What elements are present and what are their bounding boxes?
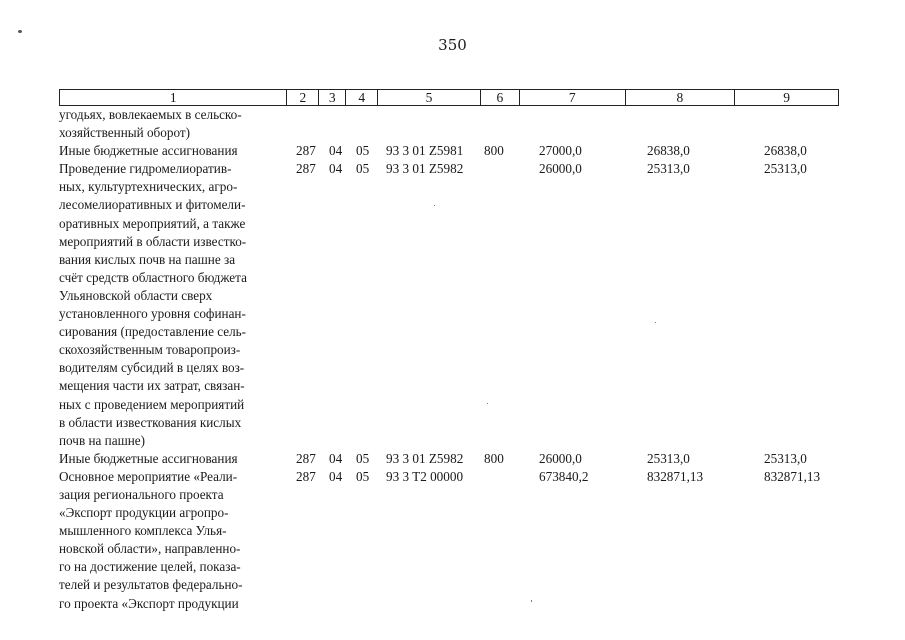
cell-amount-7: 26000,0 <box>539 161 582 177</box>
row-description: угодьях, вовлекаемых в сельско- хозяйственный оборот) <box>59 107 242 141</box>
cell-amount-9: 25313,0 <box>764 161 807 177</box>
scan-speck <box>434 205 435 206</box>
cell-amount-8: 25313,0 <box>647 161 690 177</box>
header-col-6: 6 <box>481 90 520 105</box>
cell-section: 04 <box>329 143 343 159</box>
cell-amount-9: 26838,0 <box>764 143 807 159</box>
table-row <box>59 450 839 468</box>
header-col-3: 3 <box>319 90 346 105</box>
page-number: 350 <box>438 36 467 54</box>
cell-amount-8: 832871,13 <box>647 468 704 484</box>
header-col-7: 7 <box>520 90 626 105</box>
cell-amount-8: 25313,0 <box>647 450 690 466</box>
header-col-8: 8 <box>626 90 736 105</box>
cell-amount-8: 26838,0 <box>647 143 690 159</box>
cell-amount-9: 25313,0 <box>764 450 807 466</box>
cell-ministry: 287 <box>296 161 316 177</box>
cell-target-article: 93 3 01 Z5982 <box>386 161 464 177</box>
table-header <box>59 89 839 106</box>
cell-section: 04 <box>329 161 343 177</box>
cell-subsection: 05 <box>356 468 370 484</box>
table-row <box>59 160 839 450</box>
scan-speck <box>655 322 656 323</box>
cell-target-article: 93 3 01 Z5981 <box>386 143 464 159</box>
row-description: Иные бюджетные ассигнования <box>59 143 238 159</box>
scan-speck <box>18 30 22 33</box>
cell-amount-7: 26000,0 <box>539 450 582 466</box>
scan-speck <box>487 403 488 404</box>
cell-ministry: 287 <box>296 468 316 484</box>
cell-section: 04 <box>329 450 343 466</box>
cell-subsection: 05 <box>356 143 370 159</box>
header-col-2: 2 <box>287 90 319 105</box>
scan-speck <box>531 600 532 602</box>
cell-expense-type: 800 <box>484 450 504 466</box>
header-col-4: 4 <box>346 90 378 105</box>
cell-subsection: 05 <box>356 450 370 466</box>
row-description: Основное мероприятие «Реали- зация регионального проекта «Экспорт продукции агропро- мышленного комплекса Улья- новской области», направленно- го на достижение целей, показа- телей и результатов федерально- го проекта «Экспорт продукции <box>59 468 243 611</box>
cell-amount-9: 832871,13 <box>764 468 821 484</box>
header-col-9: 9 <box>783 90 791 105</box>
cell-expense-type: 800 <box>484 143 504 159</box>
table-row <box>59 106 839 142</box>
cell-amount-7: 27000,0 <box>539 143 582 159</box>
header-col-5: 5 <box>378 90 481 105</box>
cell-target-article: 93 3 T2 00000 <box>386 468 464 484</box>
cell-ministry: 287 <box>296 143 316 159</box>
cell-amount-7: 673840,2 <box>539 468 589 484</box>
table-row <box>59 142 839 160</box>
table-body <box>59 106 839 613</box>
row-description: Иные бюджетные ассигнования <box>59 450 238 466</box>
cell-ministry: 287 <box>296 450 316 466</box>
cell-section: 04 <box>329 468 343 484</box>
row-description: Проведение гидромелиоратив- ных, культуртехнических, агро- лесомелиоративных и фитомели- оративных мероприятий, а также мероприятий в области известко- вания кислых почв на пашне за счёт средств областного бюджета Ульяновской области сверх установленного уровня софинан- сирования (предоставление сель- скохозяйственным товаропроиз- водителям субсидий в целях воз- мещения части их затрат, связан- ных с проведением мероприятий в области известкования кислых почв на пашне) <box>59 161 247 448</box>
cell-target-article: 93 3 01 Z5982 <box>386 450 464 466</box>
table-row <box>59 468 839 613</box>
header-col-1: 1 <box>60 90 287 105</box>
cell-subsection: 05 <box>356 161 370 177</box>
